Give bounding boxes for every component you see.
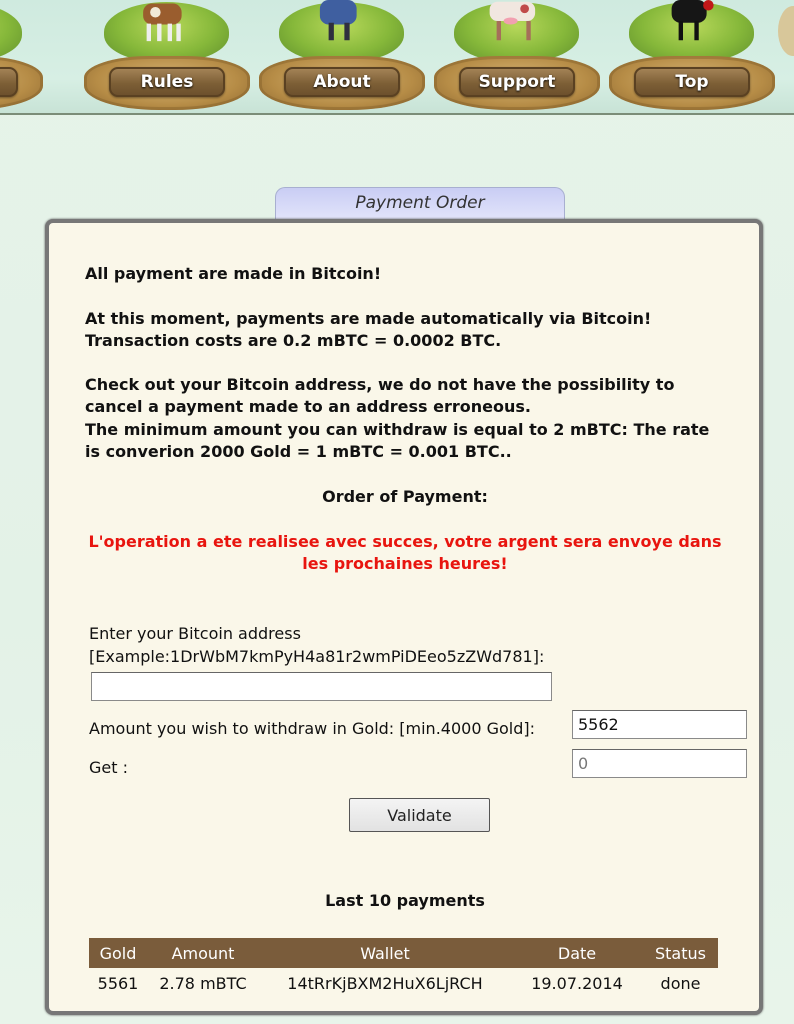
nav-item-news	[0, 0, 45, 113]
panel-title-tab: Payment Order	[275, 187, 565, 222]
order-heading: Order of Payment:	[322, 487, 488, 506]
auto-payment-text: At this moment, payments are made automatically via Bitcoin! Transaction costs are 0.2 mBTC = 0.0002 BTC.	[85, 309, 652, 350]
nav-item-about	[257, 0, 427, 113]
address-example: [Example:1DrWbM7kmPyH4a81r2wmPiDEeo5zZWd781]:	[89, 647, 545, 666]
bitcoin-address-input[interactable]	[91, 672, 552, 701]
check-address-text: Check out your Bitcoin address, we do not have the possibility to cancel a payment made to an address erroneous.	[85, 375, 675, 416]
nav-support-button[interactable]: Support	[459, 67, 575, 97]
last-payments-heading: Last 10 payments	[325, 891, 485, 910]
payments-table	[89, 938, 718, 998]
success-message: L'operation a ete realisee avec succes, votre argent sera envoye dans les prochaines heures!	[88, 532, 722, 573]
nav-item-support	[432, 0, 602, 113]
black-cow-illustration	[655, 0, 725, 42]
address-label: Enter your Bitcoin address	[89, 624, 301, 643]
pink-cow-illustration	[480, 0, 550, 42]
validate-button[interactable]: Validate	[349, 798, 490, 832]
table-header-row	[89, 938, 718, 968]
intro-text: All payment are made in Bitcoin!	[85, 264, 382, 283]
amount-label: Amount you wish to withdraw in Gold: [min.4000 Gold]:	[89, 719, 536, 738]
nav-about-button[interactable]: About	[284, 67, 400, 97]
cell-date: 19.07.2014	[531, 973, 623, 993]
blue-cow-illustration	[305, 0, 375, 42]
column-header: Gold	[89, 938, 147, 968]
column-header: Amount	[147, 938, 259, 968]
table-row	[89, 968, 718, 998]
cow-illustration	[0, 0, 20, 42]
payment-order-panel	[45, 219, 763, 1015]
get-label: Get :	[89, 758, 128, 777]
column-header: Wallet	[259, 938, 511, 968]
cell-status: done	[660, 973, 701, 993]
nav-news-button[interactable]	[0, 67, 18, 97]
nav-item-rules	[82, 0, 252, 113]
get-btc-output[interactable]	[572, 749, 747, 778]
nav-item-top	[607, 0, 777, 113]
minimum-withdraw-text: The minimum amount you can withdraw is equal to 2 mBTC: The rate is converion 2000 Gold = 1 mBTC = 0.001 BTC..	[85, 420, 710, 461]
cell-gold: 5561	[97, 973, 139, 993]
column-header: Date	[511, 938, 643, 968]
partial-cow-illustration	[778, 6, 794, 56]
cell-wallet: 14tRrKjBXM2HuX6LjRCH	[287, 973, 483, 993]
top-nav-banner	[0, 0, 794, 115]
amount-gold-input[interactable]	[572, 710, 747, 739]
nav-top-button[interactable]: Top	[634, 67, 750, 97]
cell-amount: 2.78 mBTC	[159, 973, 247, 993]
brown-cow-illustration	[130, 0, 200, 42]
nav-rules-button[interactable]: Rules	[109, 67, 225, 97]
column-header: Status	[643, 938, 718, 968]
